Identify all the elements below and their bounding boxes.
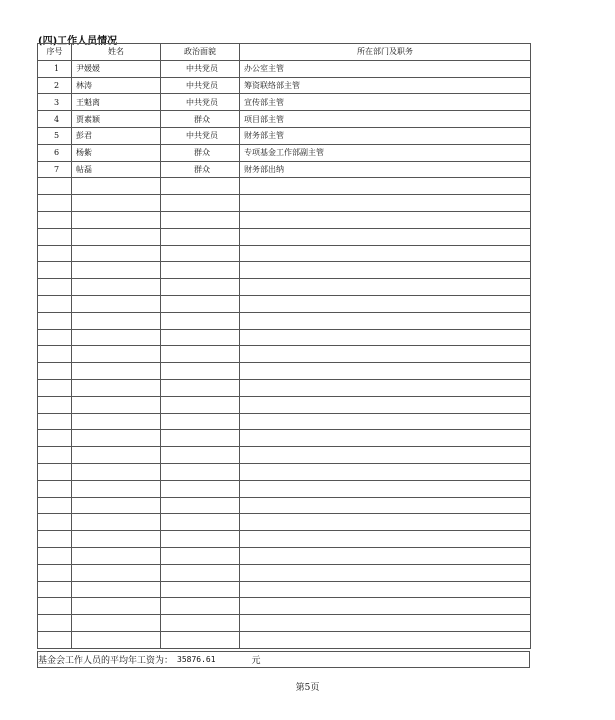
empty-table-row [38, 312, 531, 329]
empty-table-row [38, 178, 531, 195]
table-row [38, 111, 531, 128]
cell-political-status: 中共党员 [161, 94, 240, 111]
cell-index: 1 [38, 60, 72, 77]
empty-cell [72, 228, 161, 245]
empty-table-row [38, 228, 531, 245]
empty-cell [38, 463, 72, 480]
empty-cell [161, 195, 240, 212]
empty-cell [38, 245, 72, 262]
cell-department-position: 办公室主管 [240, 60, 531, 77]
cell-index: 6 [38, 144, 72, 161]
empty-cell [38, 329, 72, 346]
empty-cell [240, 463, 531, 480]
empty-cell [161, 178, 240, 195]
empty-table-row [38, 279, 531, 296]
cell-political-status: 群众 [161, 144, 240, 161]
cell-name: 彭君 [72, 127, 161, 144]
cell-index: 2 [38, 77, 72, 94]
empty-table-row [38, 447, 531, 464]
empty-cell [161, 396, 240, 413]
empty-cell [161, 631, 240, 648]
table-row [38, 77, 531, 94]
cell-political-status: 群众 [161, 161, 240, 178]
empty-cell [72, 396, 161, 413]
average-salary-row [37, 651, 530, 668]
empty-cell [38, 531, 72, 548]
empty-cell [240, 514, 531, 531]
staff-table [37, 43, 531, 649]
empty-table-row [38, 514, 531, 531]
table-row [38, 161, 531, 178]
cell-department-position: 财务部出纳 [240, 161, 531, 178]
empty-cell [38, 211, 72, 228]
empty-cell [72, 514, 161, 531]
empty-table-row [38, 262, 531, 279]
empty-cell [38, 631, 72, 648]
empty-cell [240, 531, 531, 548]
empty-table-row [38, 564, 531, 581]
table-header-row [38, 44, 531, 61]
empty-cell [161, 346, 240, 363]
cell-political-status: 中共党员 [161, 60, 240, 77]
empty-table-row [38, 329, 531, 346]
staff-table-body [38, 60, 531, 648]
empty-cell [161, 279, 240, 296]
empty-cell [38, 598, 72, 615]
empty-table-row [38, 430, 531, 447]
empty-cell [161, 547, 240, 564]
empty-cell [72, 598, 161, 615]
empty-cell [240, 396, 531, 413]
empty-cell [240, 581, 531, 598]
cell-index: 3 [38, 94, 72, 111]
empty-table-row [38, 598, 531, 615]
cell-department-position: 财务部主管 [240, 127, 531, 144]
empty-table-row [38, 295, 531, 312]
empty-table-row [38, 346, 531, 363]
empty-table-row [38, 245, 531, 262]
empty-cell [72, 497, 161, 514]
empty-cell [72, 463, 161, 480]
empty-cell [161, 447, 240, 464]
empty-cell [161, 564, 240, 581]
empty-cell [72, 279, 161, 296]
empty-cell [72, 413, 161, 430]
empty-cell [38, 228, 72, 245]
empty-cell [161, 480, 240, 497]
table-row [38, 127, 531, 144]
empty-cell [72, 615, 161, 632]
header-index: 序号 [38, 44, 72, 61]
empty-cell [72, 581, 161, 598]
cell-political-status: 中共党员 [161, 77, 240, 94]
empty-table-row [38, 497, 531, 514]
empty-cell [72, 363, 161, 380]
section-title: (四)工作人员情况 [38, 36, 118, 47]
empty-table-row [38, 531, 531, 548]
empty-cell [38, 262, 72, 279]
empty-cell [240, 346, 531, 363]
empty-cell [240, 262, 531, 279]
empty-cell [72, 312, 161, 329]
empty-cell [72, 531, 161, 548]
empty-cell [38, 195, 72, 212]
cell-department-position: 筹资联络部主管 [240, 77, 531, 94]
empty-cell [240, 228, 531, 245]
empty-cell [38, 480, 72, 497]
empty-cell [240, 447, 531, 464]
empty-cell [161, 430, 240, 447]
empty-cell [161, 463, 240, 480]
empty-cell [161, 295, 240, 312]
empty-cell [240, 379, 531, 396]
empty-cell [72, 329, 161, 346]
empty-cell [240, 430, 531, 447]
cell-name: 林涛 [72, 77, 161, 94]
empty-cell [240, 631, 531, 648]
empty-table-row [38, 631, 531, 648]
empty-cell [161, 245, 240, 262]
cell-department-position: 专项基金工作部副主管 [240, 144, 531, 161]
cell-political-status: 群众 [161, 111, 240, 128]
empty-cell [72, 379, 161, 396]
empty-cell [38, 564, 72, 581]
cell-name: 贾素颖 [72, 111, 161, 128]
average-salary-label: 基金会工作人员的平均年工资为： [38, 656, 174, 666]
empty-cell [38, 279, 72, 296]
empty-cell [38, 547, 72, 564]
empty-cell [240, 413, 531, 430]
empty-cell [240, 211, 531, 228]
empty-cell [161, 413, 240, 430]
empty-cell [161, 312, 240, 329]
table-row [38, 60, 531, 77]
empty-cell [38, 295, 72, 312]
empty-table-row [38, 547, 531, 564]
empty-cell [240, 497, 531, 514]
empty-cell [38, 379, 72, 396]
empty-cell [72, 346, 161, 363]
empty-cell [240, 363, 531, 380]
empty-table-row [38, 463, 531, 480]
empty-cell [240, 295, 531, 312]
empty-cell [161, 228, 240, 245]
empty-cell [240, 195, 531, 212]
empty-cell [72, 480, 161, 497]
empty-cell [72, 211, 161, 228]
cell-index: 5 [38, 127, 72, 144]
table-row [38, 144, 531, 161]
empty-cell [240, 615, 531, 632]
header-political-status: 政治面貌 [161, 44, 240, 61]
empty-cell [240, 312, 531, 329]
empty-cell [161, 581, 240, 598]
empty-table-row [38, 615, 531, 632]
average-salary-value: 35876.61 [177, 655, 216, 664]
table-row [38, 94, 531, 111]
cell-political-status: 中共党员 [161, 127, 240, 144]
empty-cell [72, 447, 161, 464]
empty-cell [72, 195, 161, 212]
empty-cell [38, 447, 72, 464]
empty-cell [38, 581, 72, 598]
cell-department-position: 项目部主管 [240, 111, 531, 128]
empty-cell [161, 497, 240, 514]
header-department-position: 所在部门及职务 [240, 44, 531, 61]
empty-table-row [38, 581, 531, 598]
page-number: 第5页 [295, 683, 320, 693]
empty-cell [161, 598, 240, 615]
empty-table-row [38, 480, 531, 497]
empty-cell [161, 615, 240, 632]
empty-cell [72, 245, 161, 262]
empty-cell [240, 547, 531, 564]
empty-cell [161, 514, 240, 531]
cell-name: 尹媛媛 [72, 60, 161, 77]
empty-cell [161, 262, 240, 279]
empty-table-row [38, 363, 531, 380]
empty-cell [161, 363, 240, 380]
cell-index: 4 [38, 111, 72, 128]
empty-cell [161, 379, 240, 396]
empty-cell [161, 329, 240, 346]
empty-cell [38, 312, 72, 329]
empty-table-row [38, 211, 531, 228]
empty-cell [72, 262, 161, 279]
empty-cell [38, 363, 72, 380]
header-name: 姓名 [72, 44, 161, 61]
empty-cell [38, 178, 72, 195]
empty-table-row [38, 379, 531, 396]
empty-cell [38, 430, 72, 447]
empty-cell [72, 564, 161, 581]
empty-cell [240, 329, 531, 346]
cell-name: 帖磊 [72, 161, 161, 178]
empty-cell [38, 615, 72, 632]
empty-cell [161, 211, 240, 228]
empty-table-row [38, 396, 531, 413]
empty-cell [240, 178, 531, 195]
empty-cell [72, 631, 161, 648]
empty-cell [38, 396, 72, 413]
empty-cell [38, 413, 72, 430]
empty-cell [240, 480, 531, 497]
empty-cell [72, 430, 161, 447]
empty-cell [38, 346, 72, 363]
average-salary-unit: 元 [251, 656, 261, 666]
cell-name: 杨紫 [72, 144, 161, 161]
cell-index: 7 [38, 161, 72, 178]
empty-cell [72, 295, 161, 312]
cell-department-position: 宣传部主管 [240, 94, 531, 111]
empty-cell [240, 564, 531, 581]
empty-cell [240, 598, 531, 615]
cell-name: 王魁离 [72, 94, 161, 111]
empty-cell [38, 497, 72, 514]
empty-cell [161, 531, 240, 548]
empty-cell [38, 514, 72, 531]
empty-cell [240, 279, 531, 296]
empty-table-row [38, 413, 531, 430]
empty-cell [240, 245, 531, 262]
empty-cell [72, 547, 161, 564]
empty-cell [72, 178, 161, 195]
empty-table-row [38, 195, 531, 212]
